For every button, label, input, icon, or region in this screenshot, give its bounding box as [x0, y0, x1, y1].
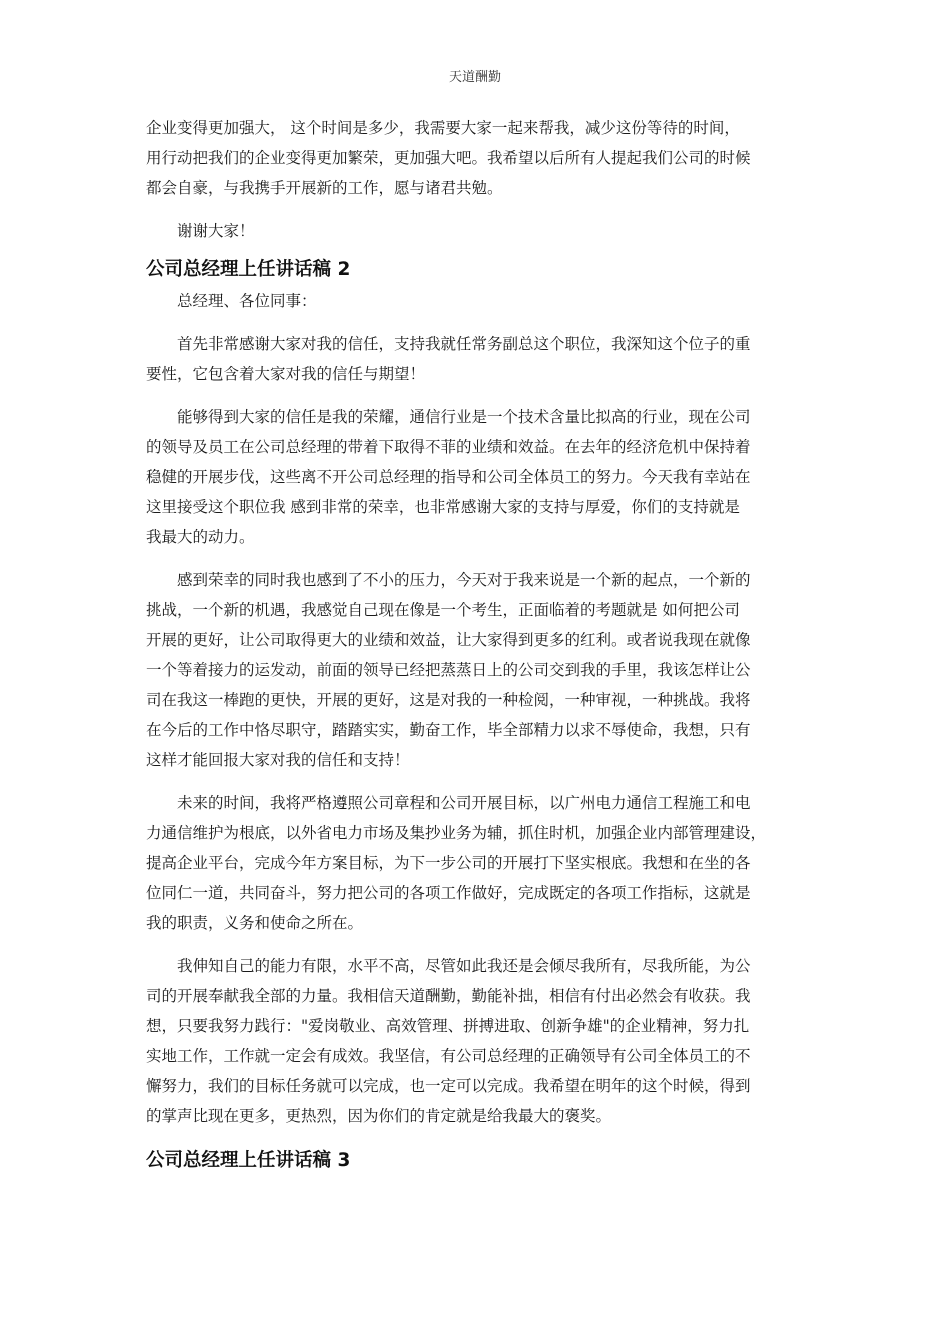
text-line: 稳健的开展步伐，这些离不开公司总经理的指导和公司全体员工的努力。今天我有幸站在 [146, 468, 751, 486]
paragraph-2 [146, 402, 806, 552]
thanks-paragraph [146, 216, 806, 246]
text-line: 企业变得更加强大， 这个时间是多少，我需要大家一起来帮我，减少这份等待的时间， [146, 119, 740, 137]
text-line: 司的开展奉献我全部的力量。我相信天道酬勤，勤能补拙，相信有付出必然会有收获。我 [146, 987, 751, 1005]
text-line: 未来的时间，我将严格遵照公司章程和公司开展目标，以广州电力通信工程施工和电 [177, 794, 751, 812]
text-line: 能够得到大家的信任是我的荣耀，通信行业是一个技术含量比拟高的行业，现在公司 [177, 408, 751, 426]
text-line: 这里接受这个职位我 感到非常的荣幸，也非常感谢大家的支持与厚爱，你们的支持就是 [146, 498, 740, 516]
text-line: 位同仁一道，共同奋斗，努力把公司的各项工作做好，完成既定的各项工作指标，这就是 [146, 884, 751, 902]
text-line: 这样才能回报大家对我的信任和支持！ [146, 751, 410, 769]
paragraph-4 [146, 788, 806, 938]
paragraph-3 [146, 565, 806, 775]
thanks-text: 谢谢大家！ [177, 222, 255, 240]
text-line: 用行动把我们的企业变得更加繁荣，更加强大吧。我希望以后所有人提起我们公司的时候 [146, 149, 751, 167]
text-line: 想，只要我努力践行："爱岗敬业、高效管理、拼搏进取、创新争雄"的企业精神，努力扎 [146, 1017, 750, 1035]
salutation [146, 286, 806, 316]
paragraph-5 [146, 951, 806, 1131]
text-line: 力通信维护为根底，以外省电力市场及集抄业务为辅，抓住时机，加强企业内部管理建设， [146, 824, 767, 842]
text-line: 首先非常感谢大家对我的信任，支持我就任常务副总这个职位，我深知这个位子的重 [177, 335, 751, 353]
text-line: 的掌声比现在更多，更热烈，因为你们的肯定就是给我最大的褒奖。 [146, 1107, 612, 1125]
text-line: 都会自豪，与我携手开展新的工作，愿与诸君共勉。 [146, 179, 503, 197]
text-line: 在今后的工作中恪尽职守，踏踏实实，勤奋工作，毕全部精力以求不辱使命，我想，只有 [146, 721, 751, 739]
salutation-text: 总经理、各位同事： [177, 292, 317, 310]
text-line: 我的职责，义务和使命之所在。 [146, 914, 364, 932]
text-line: 开展的更好，让公司取得更大的业绩和效益，让大家得到更多的红利。或者说我现在就像 [146, 631, 751, 649]
section-2-heading: 公司总经理上任讲话稿 2 [146, 259, 351, 280]
text-line: 我最大的动力。 [146, 528, 255, 546]
text-line: 的领导及员工在公司总经理的带着下取得不菲的业绩和效益。在去年的经济危机中保持着 [146, 438, 751, 456]
text-line: 挑战，一个新的机遇，我感觉自己现在像是一个考生，正面临着的考题就是 如何把公司 [146, 601, 740, 619]
page-header: 天道酬勤 [448, 70, 501, 85]
text-line: 感到荣幸的同时我也感到了不小的压力，今天对于我来说是一个新的起点，一个新的 [177, 571, 751, 589]
intro-paragraph [146, 113, 806, 203]
text-line: 要性，它包含着大家对我的信任与期望！ [146, 365, 426, 383]
document-body [146, 113, 806, 1177]
text-line: 我伸知自己的能力有限，水平不高，尽管如此我还是会倾尽我所有，尽我所能，为公 [177, 957, 751, 975]
section-3-heading: 公司总经理上任讲话稿 3 [146, 1150, 351, 1171]
text-line: 实地工作，工作就一定会有成效。我坚信，有公司总经理的正确领导有公司全体员工的不 [146, 1047, 751, 1065]
text-line: 提高企业平台，完成今年方案目标，为下一步公司的开展打下坚实根底。我想和在坐的各 [146, 854, 751, 872]
text-line: 一个等着接力的运发动，前面的领导已经把蒸蒸日上的公司交到我的手里，我该怎样让公 [146, 661, 751, 679]
text-line: 懈努力，我们的目标任务就可以完成，也一定可以完成。我希望在明年的这个时候，得到 [146, 1077, 751, 1095]
paragraph-1 [146, 329, 806, 389]
text-line: 司在我这一棒跑的更快，开展的更好，这是对我的一种检阅，一种审视，一种挑战。我将 [146, 691, 751, 709]
